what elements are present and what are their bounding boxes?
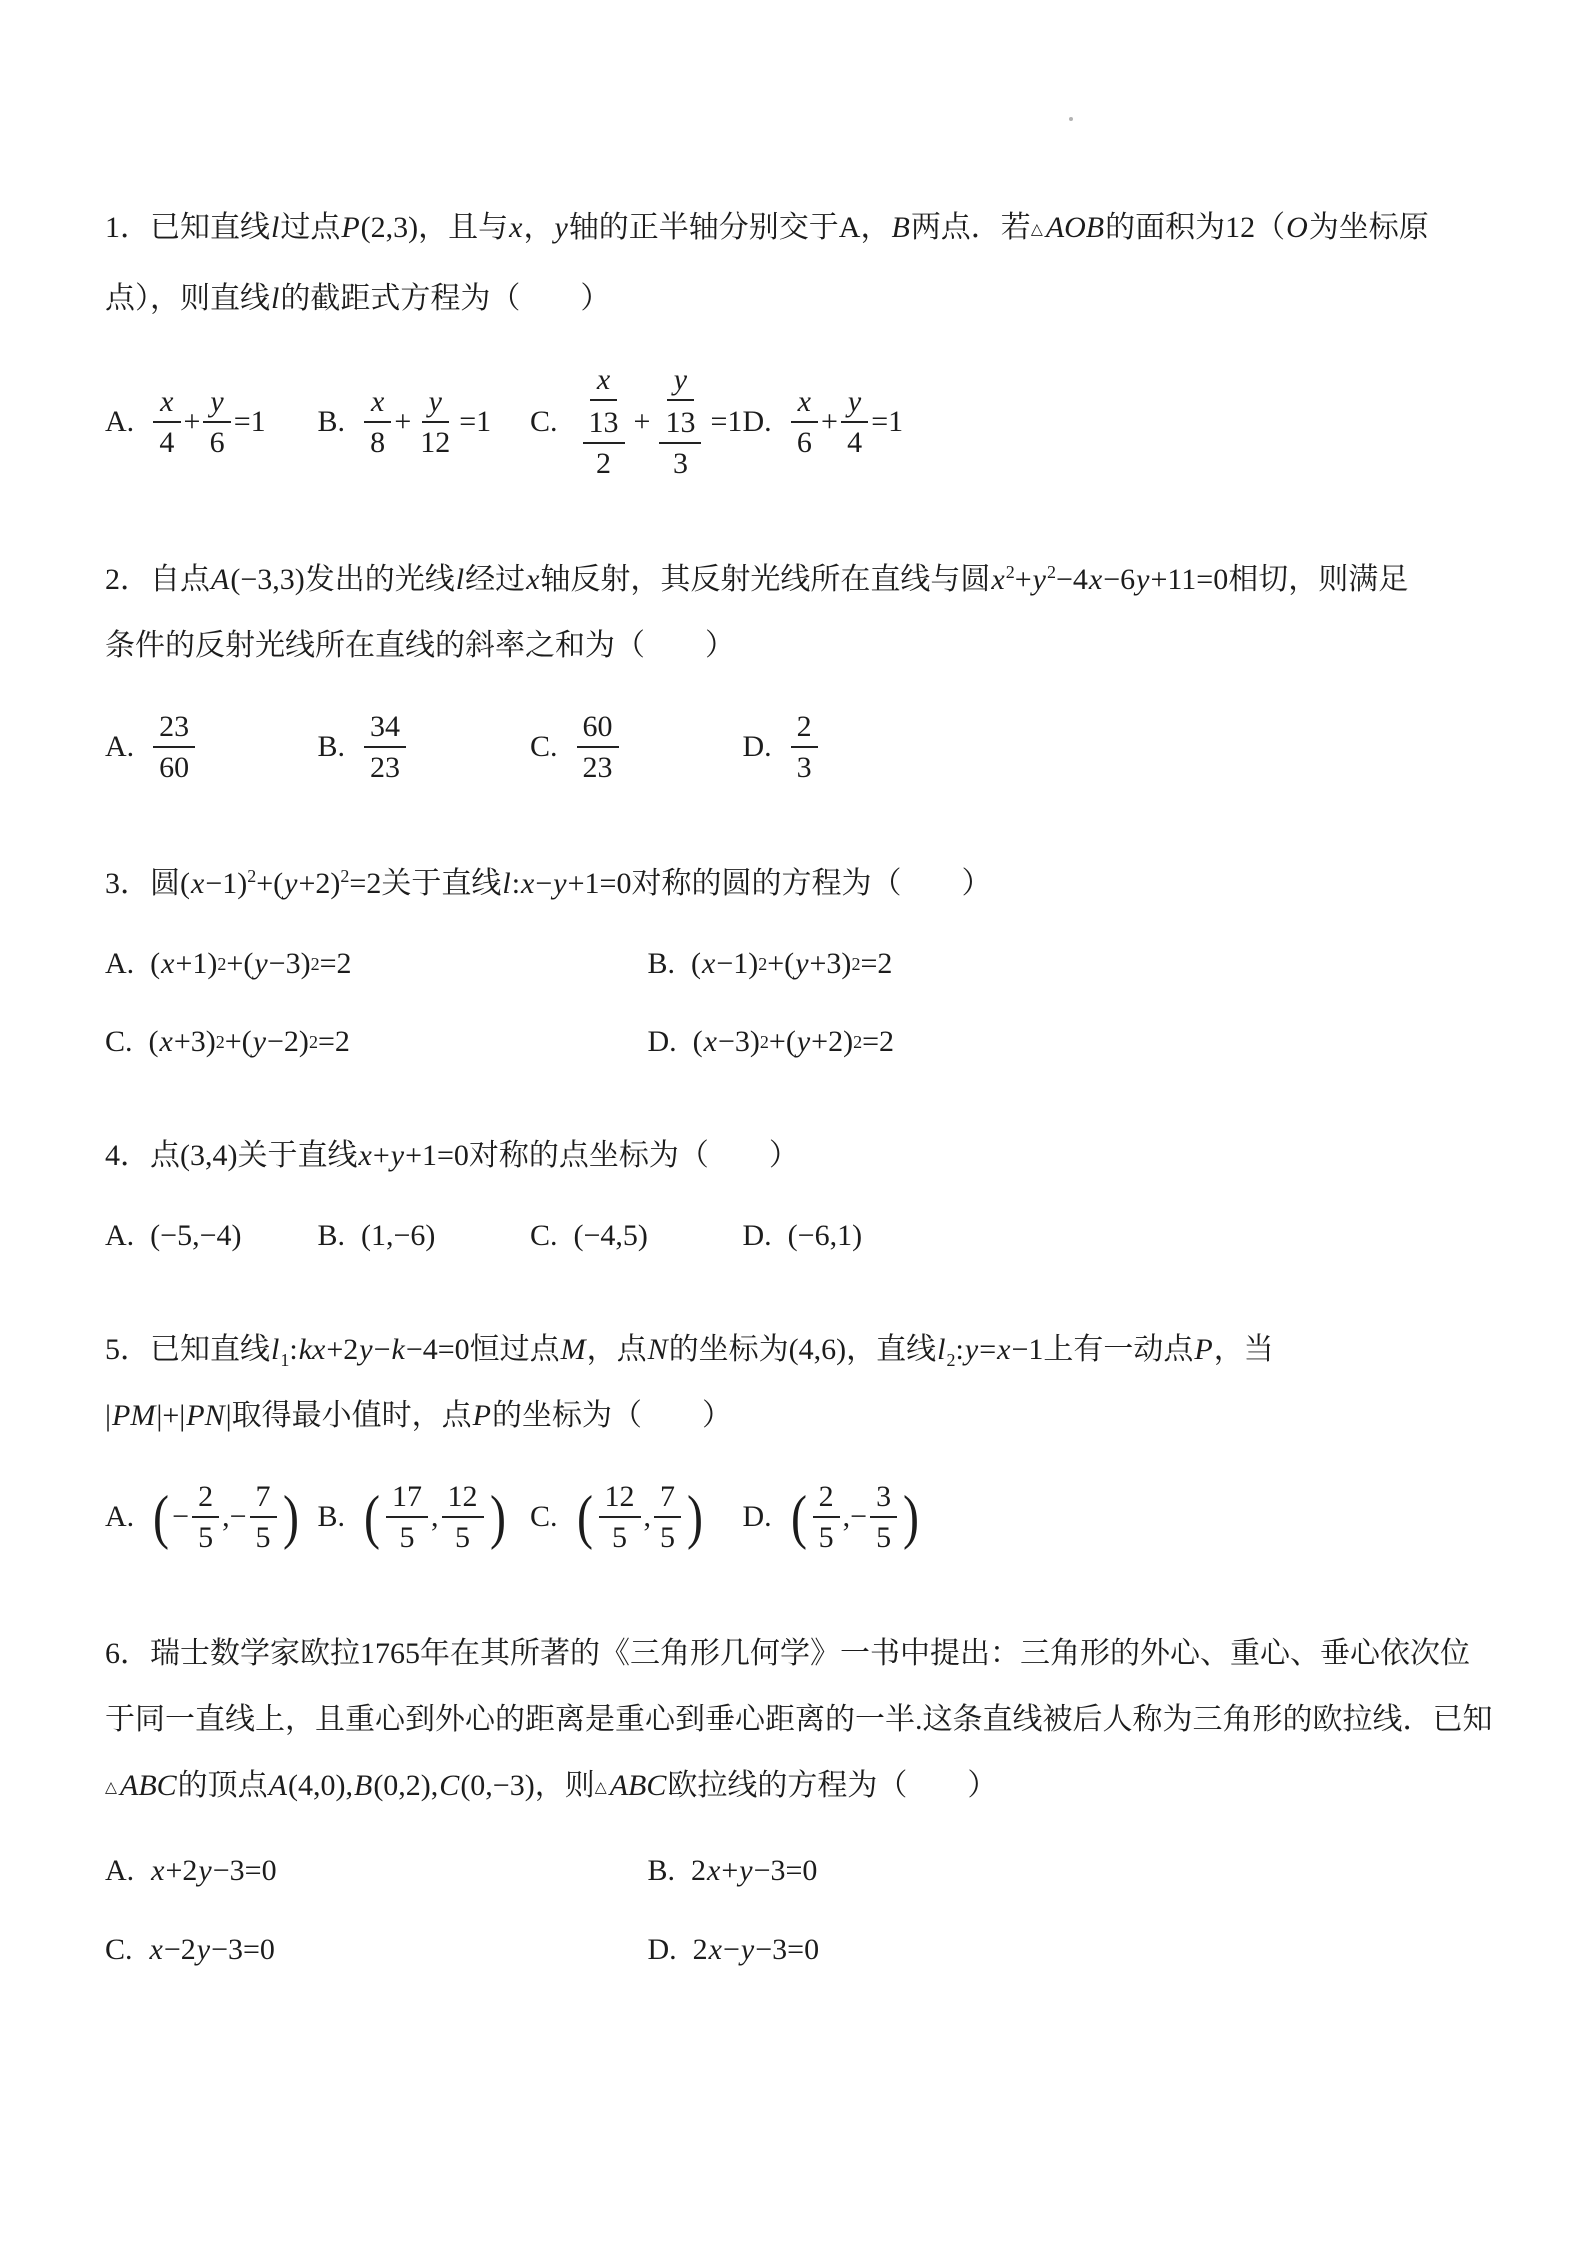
question-5-option-b [318,1477,523,1557]
option-label: A. [105,404,135,438]
question-1-stem-line-1: 1．已知直线l过点P(2,3)，且与x，y轴的正半轴分别交于A，B两点．若△ AOB的面积为12（O为坐标原 [105,211,1429,244]
option-label: D. [742,1500,772,1534]
option-formula: ( x −3) 2 +( y +2) 2 =2 [692,1025,895,1059]
option-label: D. [742,730,772,763]
question-2-option-c [530,707,735,787]
option-formula: $\frac{x}{8}$ + $\frac{y}{12}$ =1 [361,382,491,462]
option-label: C. [530,404,558,438]
question-4-option-b [318,1219,523,1253]
option-label: D. [647,1932,677,1966]
option-formula: $\frac{34}{23}$ [361,707,409,787]
option-formula: ( x −1) 2 +( y +3) 2 =2 [691,947,893,981]
option-formula: $\frac{x}{\frac{13}{2}}$ + $\frac{y}{\frac{13}{3}}$ =1 [574,360,743,483]
option-row [105,1852,1507,1888]
question-6-stem-line-3: △ ABC的顶点A(4,0),B(0,2),C(0,−3)，则△ ABC欧拉线的方程为（ ） [105,1769,998,1803]
option-formula: (−5,−4) [150,1219,242,1253]
question-4-option-d [743,1219,863,1253]
question-2-stem-line-2: 条件的反射光线所在直线的斜率之和为（ ） [105,629,735,662]
option-label: A. [105,1854,135,1888]
option-label: C. [530,1500,558,1534]
option-formula: ( x +3) 2 +( y −2) 2 =2 [148,1025,350,1059]
question-6-option-b [648,1854,818,1888]
question-1-option-c [530,360,743,483]
option-label: A. [105,730,135,763]
option-formula: 2 x + y −3=0 [691,1854,818,1888]
question-5-options [105,1477,1507,1557]
option-formula: ( − $\frac{2}{5}$ ,− $\frac{7}{5}$ ) [150,1477,301,1557]
question-3-options [105,945,1507,1059]
option-label: B. [647,947,676,981]
question-5-stem-line-2: |PM|+|PN|取得最小值时，点P的坐标为（ ） [105,1399,732,1433]
question-2 [105,547,1507,787]
option-formula: x +2 y −3=0 [151,1854,277,1888]
question-2-options [105,707,1507,787]
option-label: C. [530,1219,558,1253]
option-label: B. [317,404,346,438]
option-label: B. [317,1219,346,1253]
option-formula: $\frac{23}{60}$ [150,707,198,787]
option-formula: ( $\frac{12}{5}$ , $\frac{7}{5}$ ) [574,1477,706,1557]
option-formula: (−6,1) [787,1219,863,1253]
option-formula: (1,−6) [361,1219,436,1253]
option-formula: ( $\frac{17}{5}$ , $\frac{12}{5}$ ) [361,1477,508,1557]
option-row [105,1023,1507,1059]
option-formula: $\frac{60}{23}$ [574,707,622,787]
question-2-option-b [318,707,523,787]
question-6-stem-line-2: 于同一直线上，且重心到外心的距离是重心到垂心距离的一半.这条直线被后人称为三角形的欧拉线．已知 [105,1703,1493,1737]
question-6-option-a [105,1854,640,1888]
option-label: D. [742,404,772,438]
option-row [105,1930,1507,1966]
option-formula: ( x +1) 2 +( y −3) 2 =2 [150,947,352,981]
question-6-stem-line-1: 6．瑞士数学家欧拉1765年在其所著的《三角形几何学》一书中提出：三角形的外心、重心、垂心依次位 [105,1637,1470,1671]
question-1-option-a [105,382,310,462]
question-3-option-d [648,1025,895,1059]
option-label: B. [317,730,346,763]
question-6-option-d [648,1933,820,1967]
question-3 [105,851,1507,1059]
question-1 [105,195,1507,483]
option-formula: (−4,5) [573,1219,648,1253]
option-label: B. [647,1854,676,1888]
question-5-option-a [105,1477,310,1557]
question-4-option-c [530,1219,735,1253]
question-2-option-a [105,707,310,787]
question-2-stem-line-1: 2．自点A(−3,3)发出的光线l经过x轴反射，其反射光线所在直线与圆$x^2+y^2-4x-6y+11=0$相切，则满足 [105,562,1409,596]
question-5-option-c [530,1477,735,1557]
option-label: A. [105,1219,135,1253]
question-4-option-a [105,1219,310,1253]
question-1-option-b [318,382,523,462]
option-formula: 2 x − y −3=0 [692,1932,820,1966]
question-4-stem-line-1: 4．点(3,4)关于直线x+y+1=0对称的点坐标为（ ） [105,1139,799,1173]
option-label: A. [105,947,135,981]
question-1-options [105,360,1507,483]
question-3-option-a [105,947,640,981]
option-label: C. [105,1025,133,1059]
option-formula: ( $\frac{2}{5}$ ,− $\frac{3}{5}$ ) [788,1477,922,1557]
question-1-option-d [743,382,904,462]
question-3-option-b [648,947,893,981]
stray-mark [1069,117,1073,121]
question-1-stem-line-2: 点），则直线l的截距式方程为（ ） [105,282,611,315]
option-label: B. [317,1500,346,1534]
question-4-options [105,1217,1507,1253]
option-formula: $\frac{x}{4}$ + $\frac{y}{6}$ =1 [150,382,266,462]
option-formula: x −2 y −3=0 [149,1932,275,1966]
question-4 [105,1123,1507,1253]
question-5-stem-line-1: 5．已知直线$l_1:kx+2y-k-4=0$恒过点M，点N的坐标为(4,6)，直线$l_2:y=x-1$上有一动点P，当 [105,1333,1274,1371]
option-label: C. [105,1932,133,1966]
option-row [105,945,1507,981]
option-label: C. [530,730,558,763]
question-6-options [105,1852,1507,1966]
option-formula: $\frac{x}{6}$ + $\frac{y}{4}$ =1 [788,382,904,462]
question-5 [105,1317,1507,1557]
question-3-option-c [105,1025,640,1059]
question-6 [105,1621,1507,1966]
option-label: D. [647,1025,677,1059]
question-6-option-c [105,1933,640,1967]
question-3-stem-line-1: 3．圆$(x-1)^2+(y+2)^2=2$关于直线l:x−y+1=0对称的圆的方程为（ ） [105,866,992,900]
question-2-option-d [743,707,821,787]
option-formula: $\frac{2}{3}$ [788,707,821,787]
question-5-option-d [743,1477,923,1557]
option-label: A. [105,1500,135,1534]
option-label: D. [742,1219,772,1253]
